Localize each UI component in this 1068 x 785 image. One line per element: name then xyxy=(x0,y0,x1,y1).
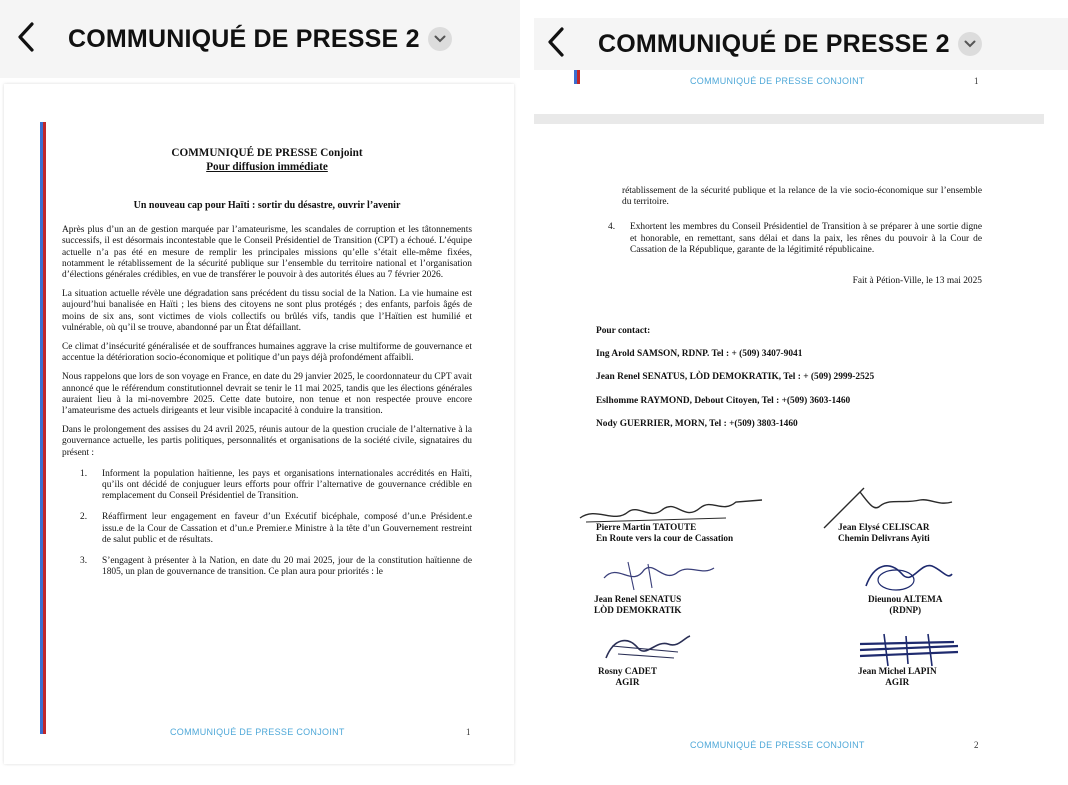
signature-image xyxy=(860,556,956,598)
page-2 xyxy=(538,124,1038,764)
left-top-bar xyxy=(0,0,520,78)
contact-line: Eslhomme RAYMOND, Debout Citoyen, Tel : +(509) 3603-1460 xyxy=(596,395,851,406)
page-subheading: Pour diffusion immédiate xyxy=(206,161,328,173)
list-item: 3. S’engagent à présenter à la Nation, en date du 20 mai 2025, jour de la constitution haïtienne de 1805, un plan de gouvernance de transition. Ce plan aura pour priorités : le xyxy=(80,556,472,578)
continuation-text: rétablissement de la sécurité publique et la relance de la vie socio-économique sur l’ensemble du territoire. xyxy=(622,186,982,208)
signatory: Jean Michel LAPIN AGIR xyxy=(858,666,937,687)
place-date: Fait à Pétion-Ville, le 13 mai 2025 xyxy=(852,276,982,287)
page-1-tail xyxy=(538,70,1038,115)
paragraph: Dans le prolongement des assises du 24 avril 2025, réunis autour de la question cruciale de l’alternative à la gouvernance actuelle, les partis politiques, personnalités et organisations de la société civile, signataires du présent : xyxy=(62,425,472,458)
list-item: 4. Exhortent les membres du Conseil Présidentiel de Transition à se préparer à une sortie digne et honorable, en remettant, sans délai et dans la paix, les rênes du pouvoir à la Cour de Cassation de la République, garante de la légitimité républicaine. xyxy=(608,222,982,255)
signature-image xyxy=(598,628,694,668)
contact-heading: Pour contact: xyxy=(596,326,651,336)
signatory: Rosny CADET AGIR xyxy=(598,666,657,687)
list-item: 2. Réaffirment leur engagement en faveur d’un Exécutif bicéphale, composé d’un.e Président.e issu.e de la Cour de Cassation et d’un.e Premier.e Ministre à la tête d’un Gouvernement restreint de salut public et de résultats. xyxy=(80,512,472,545)
right-top-bar xyxy=(534,18,1068,70)
paragraph: Nous rappelons que lors de son voyage en France, en date du 29 janvier 2025, le coordonnateur du CPT avait annoncé que le référendum constitutionnel devrait se tenir le 11 mai 2025, tandis que les élections générales auraient lieu à la mi-novembre 2025. Cette date butoire, non tenue et non respectée prouve encore l’amateurisme des actuels dirigeants et leur visible incapacité à conduire la transition. xyxy=(62,372,472,417)
page-footer: COMMUNIQUÉ DE PRESSE CONJOINT xyxy=(690,76,865,86)
paragraph: La situation actuelle révèle une dégradation sans précédent du tissu social de la Nation. La vie humaine est aujourd’hui banalisée en Haïti ; les biens des citoyens ne sont plus protégés ; des enfants, parfois âgés de moins de six ans, sont victimes de viols collectifs ou brûlés vifs, tandis que l’Haïtien est humilié et vulnérable, où qu’il se trouve, abandonné par un État défaillant. xyxy=(62,289,472,333)
paragraph: Après plus d’un an de gestion marquée par l’amateurisme, les scandales de corruption et les tâtonnements successifs, il est désormais incontestable que le Conseil Présidentiel de Transition (CPT) a échoué. L’équipe actuelle n’a pas été en mesure de remplir les principales missions qu’elle s’était elle-même fixées, notamment le rétablissement de la sécurité publique sur l’ensemble du territoire national et l’organisation d’élections générales crédibles, en vue de transférer le pouvoir à des autorités élues au 7 février 2026. xyxy=(62,225,472,281)
title-menu-button[interactable] xyxy=(958,32,982,56)
page-number: 2 xyxy=(974,740,979,750)
chevron-down-icon xyxy=(964,40,976,48)
page-1 xyxy=(4,84,514,764)
page-footer: COMMUNIQUÉ DE PRESSE CONJOINT xyxy=(690,740,865,750)
signatory: Jean Renel SENATUS LÒD DEMOKRATIK xyxy=(594,594,682,615)
chevron-left-icon xyxy=(547,27,565,57)
page-heading: COMMUNIQUÉ DE PRESSE Conjoint xyxy=(171,147,363,159)
contact-line: Nody GUERRIER, MORN, Tel : +(509) 3803-1460 xyxy=(596,418,798,429)
page-number: 1 xyxy=(974,76,979,86)
document-title[interactable]: COMMUNIQUÉ DE PRESSE 2 xyxy=(68,24,420,53)
title-menu-button[interactable] xyxy=(428,27,452,51)
signatory: Pierre Martin TATOUTE En Route vers la cour de Cassation xyxy=(596,522,734,543)
page-gap xyxy=(534,114,1044,124)
page-stripe xyxy=(574,70,580,84)
list-item: 1. Informent la population haïtienne, les pays et organisations internationales accrédités en Haïti, qu’ils ont décidé de conjuguer leurs efforts pour offrir l’alternative de gouvernance crédible en remplacement du Conseil Présidentiel de Transition. xyxy=(80,468,472,502)
paragraph: Ce climat d’insécurité généralisée et de souffrances humaines aggrave la crise multiforme de gouvernance et accentue la détérioration socio-économique et politique d’un pays déjà profondément affaibli. xyxy=(62,342,472,364)
page-footer: COMMUNIQUÉ DE PRESSE CONJOINT xyxy=(170,727,345,737)
chevron-down-icon xyxy=(434,35,446,43)
page-tagline: Un nouveau cap pour Haïti : sortir du désastre, ouvrir l’avenir xyxy=(133,200,401,211)
contact-line: Jean Renel SENATUS, LÒD DEMOKRATIK, Tel : + (509) 2999-2525 xyxy=(596,372,875,383)
left-viewer xyxy=(0,0,520,785)
page-stripe xyxy=(40,122,46,734)
contact-line: Ing Arold SAMSON, RDNP. Tel : + (509) 3407-9041 xyxy=(596,349,803,360)
back-button[interactable] xyxy=(536,24,576,64)
signatory: Dieunou ALTEMA (RDNP) xyxy=(868,594,943,615)
right-viewer xyxy=(534,0,1068,785)
signatory: Jean Elysé CELISCAR Chemin Delivrans Ayiti xyxy=(838,522,930,543)
chevron-left-icon xyxy=(17,22,35,52)
signature-image xyxy=(598,558,718,592)
page-number: 1 xyxy=(466,727,471,737)
signature-image xyxy=(854,632,964,668)
back-button[interactable] xyxy=(6,19,46,59)
document-title[interactable]: COMMUNIQUÉ DE PRESSE 2 xyxy=(598,29,950,58)
